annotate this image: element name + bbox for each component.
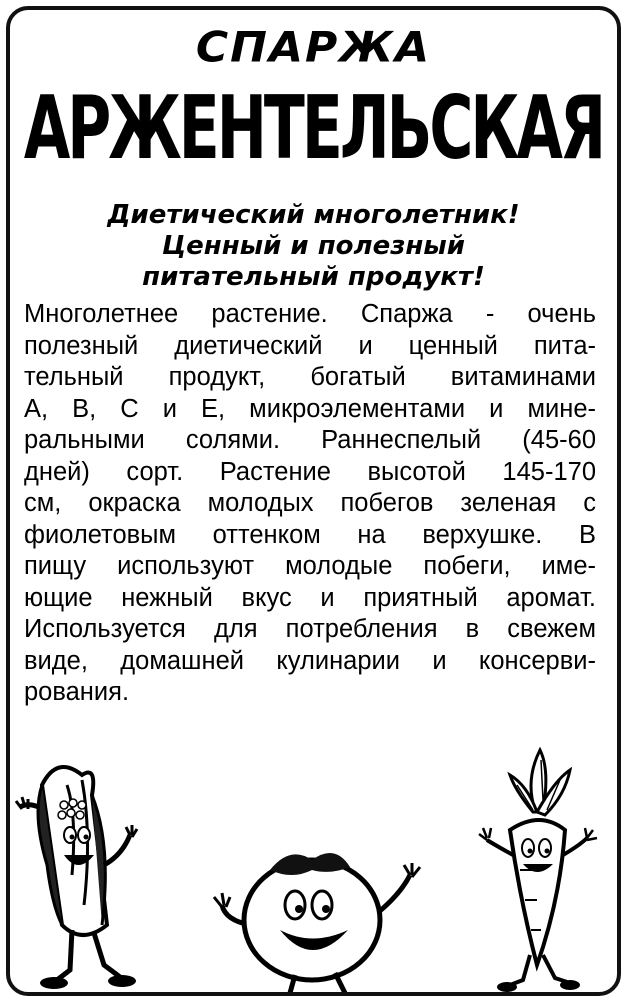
description-line: дней) сорт. Растение высотой 145-170	[24, 457, 596, 486]
description-line: см, окраска молодых побегов зеленая с	[24, 489, 596, 517]
seed-packet-card	[6, 6, 621, 996]
corn-mascot-icon	[12, 755, 142, 995]
description-line: рования.	[24, 678, 130, 706]
description-line: полезный диетический и ценный пита-	[24, 331, 596, 360]
slogan-line: питательный продукт!	[142, 262, 485, 292]
description-line: фиолетовым оттенком на верхушке. В	[24, 520, 596, 549]
variety-title: АРЖЕНТЕЛЬСКАЯ	[23, 78, 604, 180]
carrot-mascot-icon	[465, 740, 605, 995]
description-line: ральными солями. Раннеспелый (45-60	[24, 426, 596, 454]
slogan	[30, 200, 597, 293]
description-line: Используется для потребления в свежем	[24, 615, 596, 643]
tomato-mascot-icon	[200, 835, 430, 995]
description-line: Многолетнее растение. Спаржа - очень	[24, 300, 596, 328]
description-line: тельный продукт, богатый витаминами	[24, 363, 596, 391]
description-line: виде, домашней кулинарии и консерви-	[24, 646, 596, 675]
description-line: ющие нежный вкус и приятный аромат.	[24, 583, 596, 612]
description	[24, 299, 596, 709]
product-type-title: СПАРЖА	[195, 23, 432, 72]
slogan-line: Диетический многолетник!	[107, 200, 520, 230]
description-line: пищу используют молодые побеги, име-	[24, 552, 596, 580]
slogan-line: Ценный и полезный	[161, 231, 466, 261]
description-line: А, В, С и Е, микроэлементами и мине-	[24, 394, 596, 423]
